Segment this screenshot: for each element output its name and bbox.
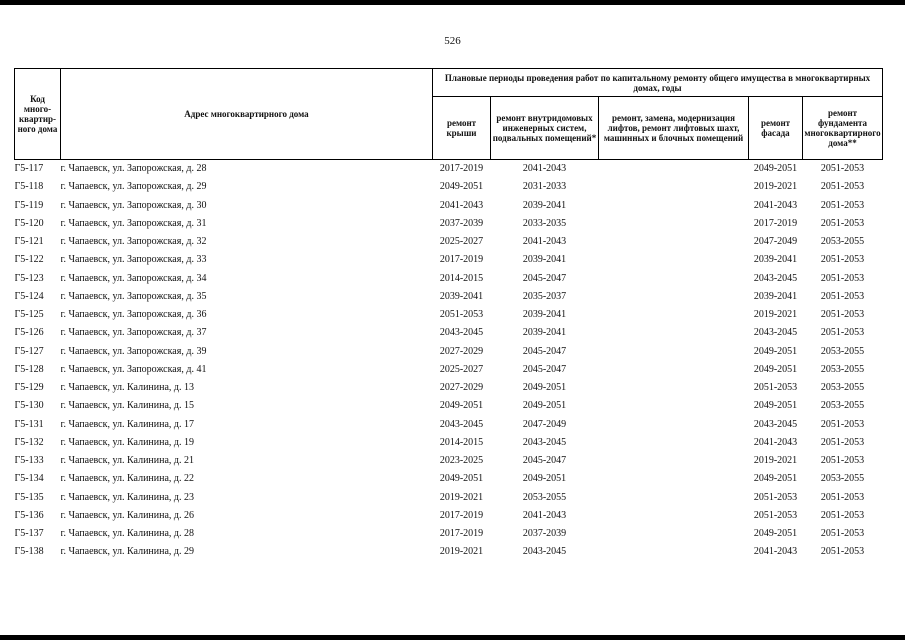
- cell-roof: 2041-2043: [439, 199, 484, 211]
- cell-engineering-systems: 2031-2033: [522, 181, 567, 193]
- cell-address: г. Чапаевск, ул. Калинина, д. 22: [60, 473, 195, 485]
- cell-foundation: 2051-2053: [820, 546, 865, 558]
- cell-lifts: [599, 288, 749, 306]
- table-row: [15, 470, 883, 488]
- cell-lifts: [599, 270, 749, 288]
- cell-address: г. Чапаевск, ул. Калинина, д. 23: [60, 491, 195, 503]
- cell-roof: 2049-2051: [439, 473, 484, 485]
- cell-foundation: 2053-2055: [820, 473, 865, 485]
- cell-foundation: 2053-2055: [820, 345, 865, 357]
- cell-facade: 2019-2021: [753, 455, 798, 467]
- cell-code: Г5-137: [14, 528, 44, 540]
- cell-code: Г5-123: [14, 272, 44, 284]
- cell-lifts: [599, 379, 749, 397]
- bottom-border-rule: [0, 635, 905, 640]
- cell-facade: 2049-2051: [753, 345, 798, 357]
- cell-engineering-systems: 2039-2041: [522, 254, 567, 266]
- cell-code: Г5-129: [14, 382, 44, 394]
- header-facade: ремонт фасада: [749, 97, 803, 160]
- cell-address: г. Чапаевск, ул. Запорожская, д. 32: [60, 236, 207, 248]
- cell-address: г. Чапаевск, ул. Запорожская, д. 41: [60, 363, 207, 375]
- cell-facade: 2041-2043: [753, 199, 798, 211]
- cell-lifts: [599, 525, 749, 543]
- cell-lifts: [599, 397, 749, 415]
- cell-lifts: [599, 434, 749, 452]
- cell-lifts: [599, 507, 749, 525]
- cell-foundation: 2051-2053: [820, 418, 865, 430]
- table-row: [15, 434, 883, 452]
- cell-engineering-systems: 2043-2045: [522, 436, 567, 448]
- cell-facade: 2043-2045: [753, 327, 798, 339]
- header-planned-periods: Плановые периоды проведения работ по капитальному ремонту общего имущества в многоквартирных домах, годы: [433, 69, 883, 97]
- cell-roof: 2019-2021: [439, 546, 484, 558]
- cell-roof: 2043-2045: [439, 418, 484, 430]
- header-lifts: ремонт, замена, модернизация лифтов, ремонт лифтовых шахт, машинных и блочных помещений: [599, 97, 749, 160]
- cell-address: г. Чапаевск, ул. Калинина, д. 19: [60, 436, 195, 448]
- cell-foundation: 2051-2053: [820, 199, 865, 211]
- cell-address: г. Чапаевск, ул. Калинина, д. 13: [60, 382, 195, 394]
- cell-address: г. Чапаевск, ул. Запорожская, д. 36: [60, 309, 207, 321]
- cell-roof: 2051-2053: [439, 309, 484, 321]
- cell-address: г. Чапаевск, ул. Запорожская, д. 35: [60, 290, 207, 302]
- cell-foundation: 2051-2053: [820, 217, 865, 229]
- table-row: [15, 160, 883, 179]
- cell-code: Г5-138: [14, 546, 44, 558]
- table-row: [15, 525, 883, 543]
- cell-lifts: [599, 324, 749, 342]
- cell-lifts: [599, 543, 749, 561]
- cell-lifts: [599, 160, 749, 179]
- cell-roof: 2043-2045: [439, 327, 484, 339]
- cell-facade: 2051-2053: [753, 491, 798, 503]
- cell-address: г. Чапаевск, ул. Калинина, д. 15: [60, 400, 195, 412]
- cell-engineering-systems: 2041-2043: [522, 236, 567, 248]
- cell-roof: 2037-2039: [439, 217, 484, 229]
- cell-lifts: [599, 361, 749, 379]
- cell-foundation: 2053-2055: [820, 400, 865, 412]
- cell-roof: 2025-2027: [439, 363, 484, 375]
- cell-foundation: 2051-2053: [820, 272, 865, 284]
- cell-foundation: 2051-2053: [820, 455, 865, 467]
- cell-code: Г5-121: [14, 236, 44, 248]
- cell-address: г. Чапаевск, ул. Калинина, д. 29: [60, 546, 195, 558]
- cell-address: г. Чапаевск, ул. Запорожская, д. 28: [60, 163, 207, 175]
- cell-lifts: [599, 251, 749, 269]
- cell-code: Г5-132: [14, 436, 44, 448]
- cell-code: Г5-131: [14, 418, 44, 430]
- cell-roof: 2017-2019: [439, 163, 484, 175]
- cell-engineering-systems: 2049-2051: [522, 400, 567, 412]
- cell-engineering-systems: 2045-2047: [522, 455, 567, 467]
- table-body: [15, 160, 883, 562]
- cell-foundation: 2051-2053: [820, 491, 865, 503]
- cell-engineering-systems: 2049-2051: [522, 473, 567, 485]
- table-row: [15, 379, 883, 397]
- cell-facade: 2049-2051: [753, 473, 798, 485]
- cell-code: Г5-119: [14, 199, 44, 211]
- cell-facade: 2051-2053: [753, 382, 798, 394]
- cell-code: Г5-133: [14, 455, 44, 467]
- cell-address: г. Чапаевск, ул. Калинина, д. 26: [60, 509, 195, 521]
- cell-facade: 2043-2045: [753, 272, 798, 284]
- table-row: [15, 197, 883, 215]
- cell-foundation: 2053-2055: [820, 236, 865, 248]
- cell-code: Г5-117: [14, 163, 44, 175]
- cell-roof: 2027-2029: [439, 345, 484, 357]
- cell-foundation: 2051-2053: [820, 163, 865, 175]
- cell-lifts: [599, 233, 749, 251]
- cell-address: г. Чапаевск, ул. Запорожская, д. 34: [60, 272, 207, 284]
- header-address: Адрес многоквартирного дома: [61, 69, 433, 160]
- header-engineering-systems: ремонт внутридомовых инженерных систем, подвальных помещений*: [491, 97, 599, 160]
- cell-code: Г5-134: [14, 473, 44, 485]
- cell-engineering-systems: 2035-2037: [522, 290, 567, 302]
- header-code: Код много-квартир-ного дома: [15, 69, 61, 160]
- cell-lifts: [599, 197, 749, 215]
- cell-roof: 2017-2019: [439, 528, 484, 540]
- cell-address: г. Чапаевск, ул. Запорожская, д. 33: [60, 254, 207, 266]
- cell-foundation: 2051-2053: [820, 309, 865, 321]
- top-border-rule: [0, 0, 905, 5]
- cell-foundation: 2051-2053: [820, 436, 865, 448]
- cell-facade: 2019-2021: [753, 181, 798, 193]
- capital-repair-schedule-table: [14, 68, 883, 562]
- cell-foundation: 2053-2055: [820, 363, 865, 375]
- cell-address: г. Чапаевск, ул. Запорожская, д. 30: [60, 199, 207, 211]
- cell-foundation: 2051-2053: [820, 181, 865, 193]
- table-row: [15, 507, 883, 525]
- cell-roof: 2017-2019: [439, 509, 484, 521]
- cell-engineering-systems: 2039-2041: [522, 327, 567, 339]
- table-row: [15, 397, 883, 415]
- cell-roof: 2039-2041: [439, 290, 484, 302]
- table-row: [15, 489, 883, 507]
- cell-facade: 2017-2019: [753, 217, 798, 229]
- cell-lifts: [599, 343, 749, 361]
- header-foundation: ремонт фундамента многоквартирного дома**: [803, 97, 883, 160]
- cell-address: г. Чапаевск, ул. Запорожская, д. 29: [60, 181, 207, 193]
- cell-lifts: [599, 178, 749, 196]
- cell-foundation: 2053-2055: [820, 382, 865, 394]
- cell-address: г. Чапаевск, ул. Калинина, д. 17: [60, 418, 195, 430]
- cell-facade: 2019-2021: [753, 309, 798, 321]
- cell-engineering-systems: 2045-2047: [522, 272, 567, 284]
- cell-address: г. Чапаевск, ул. Калинина, д. 21: [60, 455, 195, 467]
- cell-code: Г5-118: [14, 181, 44, 193]
- cell-roof: 2049-2051: [439, 181, 484, 193]
- cell-address: г. Чапаевск, ул. Запорожская, д. 31: [60, 217, 207, 229]
- cell-foundation: 2051-2053: [820, 254, 865, 266]
- cell-address: г. Чапаевск, ул. Запорожская, д. 37: [60, 327, 207, 339]
- cell-engineering-systems: 2037-2039: [522, 528, 567, 540]
- page-number: 526: [444, 35, 461, 47]
- cell-foundation: 2051-2053: [820, 528, 865, 540]
- table-row: [15, 233, 883, 251]
- cell-roof: 2014-2015: [439, 272, 484, 284]
- cell-engineering-systems: 2041-2043: [522, 509, 567, 521]
- cell-facade: 2039-2041: [753, 254, 798, 266]
- cell-roof: 2019-2021: [439, 491, 484, 503]
- cell-facade: 2047-2049: [753, 236, 798, 248]
- cell-roof: 2014-2015: [439, 436, 484, 448]
- cell-code: Г5-128: [14, 363, 44, 375]
- cell-roof: 2023-2025: [439, 455, 484, 467]
- table-row: [15, 270, 883, 288]
- cell-facade: 2039-2041: [753, 290, 798, 302]
- cell-engineering-systems: 2045-2047: [522, 345, 567, 357]
- cell-facade: 2041-2043: [753, 436, 798, 448]
- header-roof: ремонт крыши: [433, 97, 491, 160]
- cell-code: Г5-125: [14, 309, 44, 321]
- cell-address: г. Чапаевск, ул. Калинина, д. 28: [60, 528, 195, 540]
- cell-roof: 2017-2019: [439, 254, 484, 266]
- cell-lifts: [599, 416, 749, 434]
- cell-engineering-systems: 2047-2049: [522, 418, 567, 430]
- cell-engineering-systems: 2053-2055: [522, 491, 567, 503]
- cell-engineering-systems: 2049-2051: [522, 382, 567, 394]
- cell-facade: 2041-2043: [753, 546, 798, 558]
- cell-code: Г5-135: [14, 491, 44, 503]
- table-row: [15, 452, 883, 470]
- cell-facade: 2049-2051: [753, 528, 798, 540]
- cell-engineering-systems: 2041-2043: [522, 163, 567, 175]
- cell-address: г. Чапаевск, ул. Запорожская, д. 39: [60, 345, 207, 357]
- cell-foundation: 2051-2053: [820, 509, 865, 521]
- table-row: [15, 251, 883, 269]
- cell-code: Г5-126: [14, 327, 44, 339]
- table-row: [15, 343, 883, 361]
- cell-code: Г5-124: [14, 290, 44, 302]
- cell-lifts: [599, 452, 749, 470]
- cell-engineering-systems: 2033-2035: [522, 217, 567, 229]
- table-row: [15, 361, 883, 379]
- table-row: [15, 306, 883, 324]
- cell-foundation: 2051-2053: [820, 327, 865, 339]
- cell-lifts: [599, 489, 749, 507]
- table-row: [15, 416, 883, 434]
- table-row: [15, 288, 883, 306]
- cell-lifts: [599, 215, 749, 233]
- cell-engineering-systems: 2045-2047: [522, 363, 567, 375]
- cell-lifts: [599, 470, 749, 488]
- table-row: [15, 215, 883, 233]
- table-row: [15, 543, 883, 561]
- cell-facade: 2051-2053: [753, 509, 798, 521]
- cell-code: Г5-136: [14, 509, 44, 521]
- cell-roof: 2027-2029: [439, 382, 484, 394]
- cell-facade: 2043-2045: [753, 418, 798, 430]
- cell-engineering-systems: 2039-2041: [522, 309, 567, 321]
- cell-code: Г5-130: [14, 400, 44, 412]
- cell-lifts: [599, 306, 749, 324]
- table-row: [15, 324, 883, 342]
- cell-roof: 2025-2027: [439, 236, 484, 248]
- cell-facade: 2049-2051: [753, 363, 798, 375]
- table-row: [15, 178, 883, 196]
- cell-foundation: 2051-2053: [820, 290, 865, 302]
- cell-roof: 2049-2051: [439, 400, 484, 412]
- cell-code: Г5-120: [14, 217, 44, 229]
- cell-engineering-systems: 2039-2041: [522, 199, 567, 211]
- cell-code: Г5-122: [14, 254, 44, 266]
- cell-facade: 2049-2051: [753, 163, 798, 175]
- cell-facade: 2049-2051: [753, 400, 798, 412]
- cell-engineering-systems: 2043-2045: [522, 546, 567, 558]
- cell-code: Г5-127: [14, 345, 44, 357]
